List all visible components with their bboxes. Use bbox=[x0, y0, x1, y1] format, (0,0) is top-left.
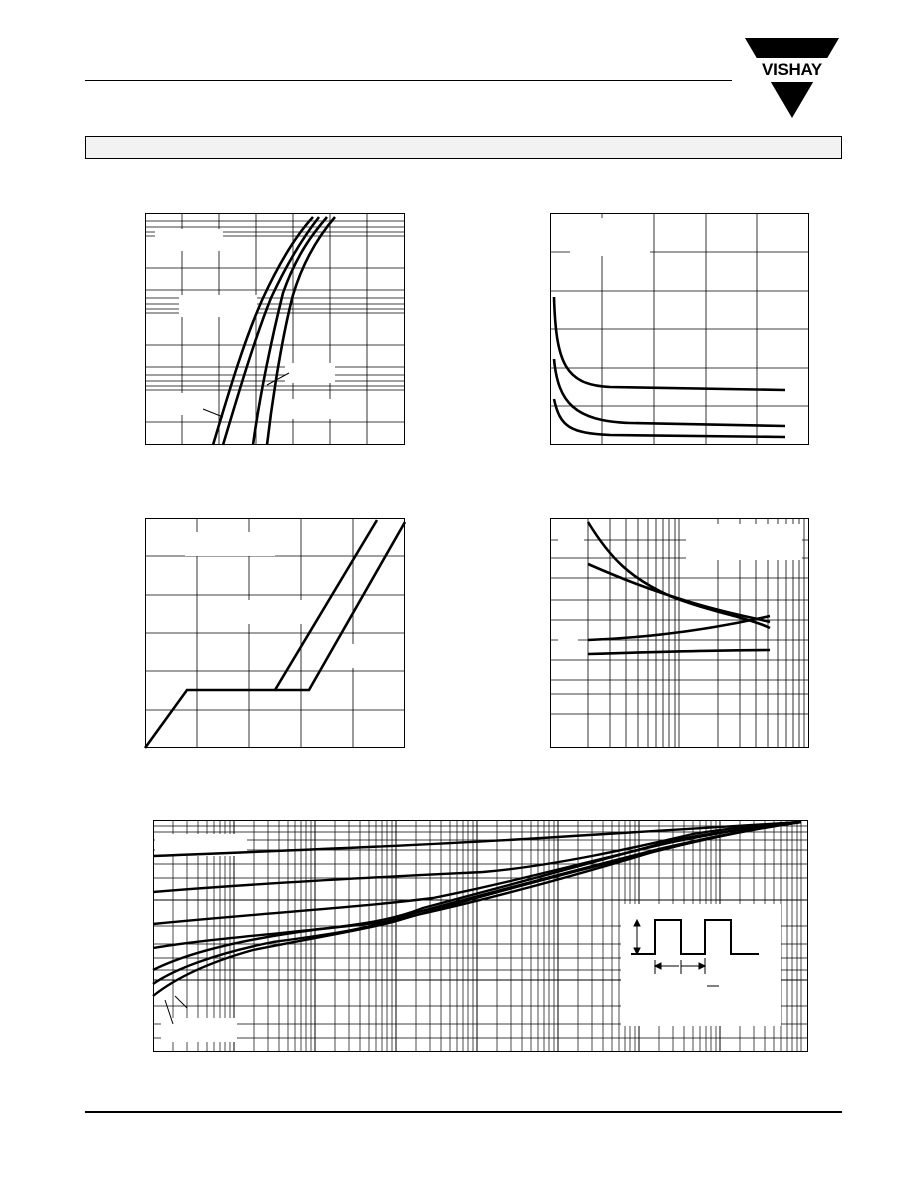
figure-2-curve-1 bbox=[554, 297, 785, 390]
figure-3-label-box-top bbox=[185, 532, 275, 556]
figure-3-label-box-mid bbox=[241, 600, 311, 624]
figure-1-label-box-mid bbox=[179, 295, 257, 317]
figure-3-label-box-right bbox=[335, 644, 395, 668]
figure-2-characteristic-plot bbox=[550, 213, 809, 445]
section-title-bar bbox=[85, 136, 842, 159]
figure-4-label-box-2 bbox=[558, 636, 578, 658]
logo-wordmark: VISHAY bbox=[762, 60, 822, 79]
figure-1-forward-voltage-plot bbox=[145, 213, 405, 445]
figure-5-inset-pulse bbox=[621, 904, 781, 1026]
figure-4-label-box-1 bbox=[558, 528, 584, 546]
figure-2-label-box bbox=[570, 218, 650, 256]
vishay-logo bbox=[745, 38, 839, 120]
figure-4-characteristic-plot bbox=[550, 518, 809, 748]
footer-rule bbox=[85, 1111, 842, 1113]
figure-1-label-box-right bbox=[285, 363, 335, 383]
figure-2-curve-3 bbox=[554, 399, 785, 437]
figure-5-transient-plot bbox=[153, 820, 808, 1052]
figure-3-characteristic-plot bbox=[145, 518, 405, 748]
figure-1-label-box-left bbox=[149, 393, 209, 415]
figure-1-label-box-lower bbox=[275, 399, 331, 419]
figure-2-curves bbox=[554, 297, 785, 437]
figure-2-curve-2 bbox=[554, 359, 785, 426]
figure-4-legend-box bbox=[686, 524, 802, 560]
header-rule bbox=[85, 80, 732, 81]
figure-1-label-box-top bbox=[155, 229, 223, 251]
